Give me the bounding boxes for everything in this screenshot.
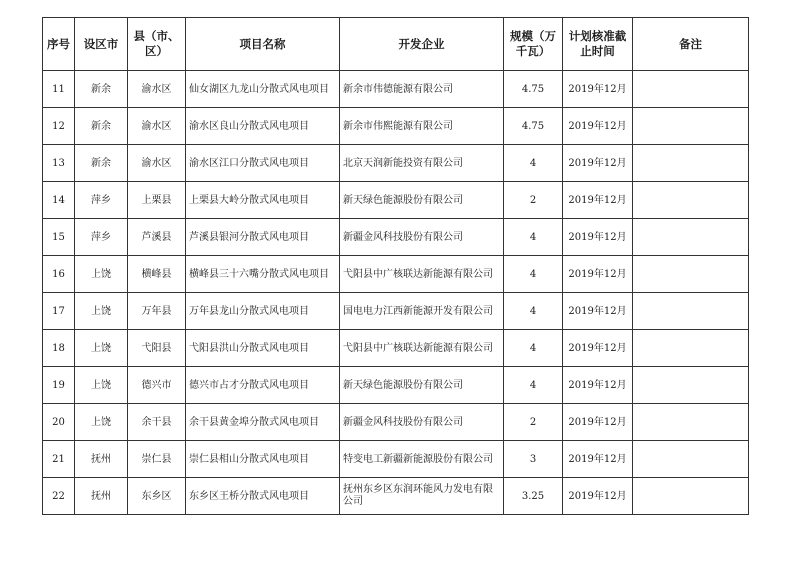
cell-company: 新余市伟熙能源有限公司 — [340, 108, 504, 145]
cell-county: 余干县 — [128, 404, 186, 441]
table-row — [43, 219, 749, 256]
cell-company: 特变电工新疆新能源股份有限公司 — [340, 441, 504, 478]
cell-no: 15 — [43, 219, 75, 256]
cell-county: 横峰县 — [128, 256, 186, 293]
cell-note — [633, 478, 749, 515]
header-cell-project: 项目名称 — [186, 18, 340, 71]
header-cell-scale: 规模（万千瓦） — [504, 18, 563, 71]
cell-company: 新天绿色能源股份有限公司 — [340, 367, 504, 404]
cell-city: 萍乡 — [75, 219, 128, 256]
table-row — [43, 367, 749, 404]
table-row — [43, 293, 749, 330]
cell-city: 新余 — [75, 71, 128, 108]
cell-note — [633, 71, 749, 108]
cell-city: 抚州 — [75, 441, 128, 478]
cell-no: 20 — [43, 404, 75, 441]
table-row — [43, 256, 749, 293]
cell-deadline: 2019年12月 — [563, 108, 633, 145]
cell-no: 13 — [43, 145, 75, 182]
table-row — [43, 108, 749, 145]
cell-project: 横峰县三十六嘴分散式风电项目 — [186, 256, 340, 293]
wind-project-table — [42, 17, 749, 515]
cell-note — [633, 219, 749, 256]
cell-deadline: 2019年12月 — [563, 404, 633, 441]
cell-project: 东乡区王桥分散式风电项目 — [186, 478, 340, 515]
cell-city: 上饶 — [75, 330, 128, 367]
cell-deadline: 2019年12月 — [563, 478, 633, 515]
cell-no: 17 — [43, 293, 75, 330]
cell-scale: 2 — [504, 404, 563, 441]
table-row — [43, 145, 749, 182]
cell-no: 19 — [43, 367, 75, 404]
cell-deadline: 2019年12月 — [563, 182, 633, 219]
cell-city: 新余 — [75, 145, 128, 182]
cell-company: 新疆金风科技股份有限公司 — [340, 404, 504, 441]
cell-project: 上栗县大岭分散式风电项目 — [186, 182, 340, 219]
cell-county: 渝水区 — [128, 108, 186, 145]
cell-county: 德兴市 — [128, 367, 186, 404]
cell-scale: 4.75 — [504, 71, 563, 108]
cell-project: 万年县龙山分散式风电项目 — [186, 293, 340, 330]
cell-no: 14 — [43, 182, 75, 219]
cell-scale: 3 — [504, 441, 563, 478]
cell-scale: 3.25 — [504, 478, 563, 515]
cell-company: 新天绿色能源股份有限公司 — [340, 182, 504, 219]
table-row — [43, 330, 749, 367]
header-cell-deadline: 计划核准截止时间 — [563, 18, 633, 71]
cell-company: 国电电力江西新能源开发有限公司 — [340, 293, 504, 330]
header-cell-company: 开发企业 — [340, 18, 504, 71]
cell-county: 崇仁县 — [128, 441, 186, 478]
cell-county: 芦溪县 — [128, 219, 186, 256]
header-cell-note: 备注 — [633, 18, 749, 71]
cell-company: 抚州东乡区东润环能风力发电有限公司 — [340, 478, 504, 515]
cell-company: 北京天润新能投资有限公司 — [340, 145, 504, 182]
cell-note — [633, 256, 749, 293]
cell-scale: 4 — [504, 219, 563, 256]
header-cell-city: 设区市 — [75, 18, 128, 71]
cell-deadline: 2019年12月 — [563, 256, 633, 293]
cell-project: 余干县黄金埠分散式风电项目 — [186, 404, 340, 441]
cell-city: 抚州 — [75, 478, 128, 515]
cell-deadline: 2019年12月 — [563, 219, 633, 256]
cell-no: 21 — [43, 441, 75, 478]
table-header-row — [43, 18, 749, 71]
cell-county: 弋阳县 — [128, 330, 186, 367]
cell-no: 11 — [43, 71, 75, 108]
header-cell-county: 县（市、区） — [128, 18, 186, 71]
cell-city: 上饶 — [75, 256, 128, 293]
cell-scale: 4 — [504, 256, 563, 293]
cell-note — [633, 404, 749, 441]
cell-project: 渝水区江口分散式风电项目 — [186, 145, 340, 182]
cell-scale: 4 — [504, 367, 563, 404]
cell-scale: 2 — [504, 182, 563, 219]
cell-project: 芦溪县银河分散式风电项目 — [186, 219, 340, 256]
cell-note — [633, 182, 749, 219]
cell-note — [633, 330, 749, 367]
cell-note — [633, 293, 749, 330]
cell-city: 上饶 — [75, 367, 128, 404]
cell-project: 弋阳县洪山分散式风电项目 — [186, 330, 340, 367]
cell-city: 上饶 — [75, 293, 128, 330]
cell-scale: 4 — [504, 293, 563, 330]
cell-project: 渝水区良山分散式风电项目 — [186, 108, 340, 145]
cell-county: 渝水区 — [128, 145, 186, 182]
table-row — [43, 182, 749, 219]
cell-note — [633, 108, 749, 145]
cell-county: 万年县 — [128, 293, 186, 330]
cell-note — [633, 441, 749, 478]
cell-note — [633, 367, 749, 404]
cell-city: 萍乡 — [75, 182, 128, 219]
cell-county: 上栗县 — [128, 182, 186, 219]
cell-deadline: 2019年12月 — [563, 330, 633, 367]
cell-company: 新余市伟德能源有限公司 — [340, 71, 504, 108]
table-row — [43, 478, 749, 515]
cell-deadline: 2019年12月 — [563, 441, 633, 478]
cell-company: 弋阳县中广核联达新能源有限公司 — [340, 330, 504, 367]
cell-project: 崇仁县相山分散式风电项目 — [186, 441, 340, 478]
cell-city: 上饶 — [75, 404, 128, 441]
cell-deadline: 2019年12月 — [563, 293, 633, 330]
cell-company: 弋阳县中广核联达新能源有限公司 — [340, 256, 504, 293]
cell-project: 仙女湖区九龙山分散式风电项目 — [186, 71, 340, 108]
cell-deadline: 2019年12月 — [563, 145, 633, 182]
cell-county: 东乡区 — [128, 478, 186, 515]
cell-deadline: 2019年12月 — [563, 367, 633, 404]
cell-project: 德兴市占才分散式风电项目 — [186, 367, 340, 404]
header-cell-no: 序号 — [43, 18, 75, 71]
cell-scale: 4.75 — [504, 108, 563, 145]
cell-no: 22 — [43, 478, 75, 515]
table-row — [43, 404, 749, 441]
cell-city: 新余 — [75, 108, 128, 145]
cell-county: 渝水区 — [128, 71, 186, 108]
cell-no: 16 — [43, 256, 75, 293]
cell-company: 新疆金风科技股份有限公司 — [340, 219, 504, 256]
table-row — [43, 441, 749, 478]
cell-scale: 4 — [504, 145, 563, 182]
cell-no: 12 — [43, 108, 75, 145]
table-row — [43, 71, 749, 108]
cell-scale: 4 — [504, 330, 563, 367]
cell-note — [633, 145, 749, 182]
cell-deadline: 2019年12月 — [563, 71, 633, 108]
cell-no: 18 — [43, 330, 75, 367]
